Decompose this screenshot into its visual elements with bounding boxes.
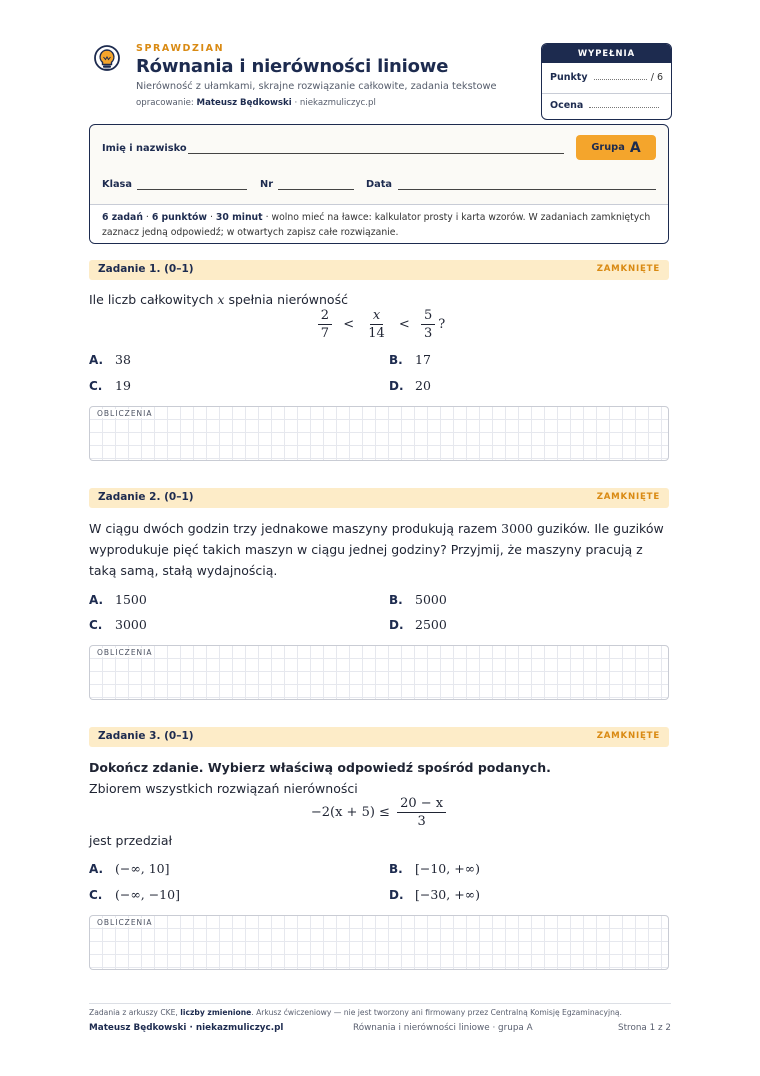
class-label: Klasa bbox=[102, 179, 133, 190]
work-area-label: OBLICZENIA bbox=[97, 648, 153, 657]
task-3-option-b[interactable]: B. [−10, +∞) bbox=[389, 861, 480, 876]
work-area-label: OBLICZENIA bbox=[97, 918, 153, 927]
task-2-option-d[interactable]: D. 2500 bbox=[389, 617, 447, 632]
date-field[interactable] bbox=[398, 189, 656, 190]
page-number: Strona 1 z 2 bbox=[617, 1023, 671, 1033]
work-area-label: OBLICZENIA bbox=[97, 409, 153, 418]
nr-field[interactable] bbox=[278, 189, 354, 190]
task-1-type-badge: ZAMKNIĘTE bbox=[596, 264, 660, 274]
class-field[interactable] bbox=[137, 189, 247, 190]
task-1-question-end: spełnia nierówność bbox=[228, 292, 348, 307]
task-2-option-a[interactable]: A. 1500 bbox=[89, 592, 147, 607]
fraction: $\frac{20 - x}{3}$ bbox=[397, 795, 446, 830]
info-rest: · wolno mieć na ławce: kalkulator prosty i karta wzorów. W zadaniach zamkniętych zaznacz jedną odpowiedź; w otwartych zapisz całe rozwiązanie. bbox=[102, 212, 651, 238]
footer-author: Mateusz Będkowski · niekazmuliczyc.pl bbox=[89, 1023, 284, 1033]
task-2-title: Zadanie 2. (0–1) bbox=[98, 491, 194, 503]
author-line bbox=[136, 98, 376, 108]
task-2-option-c[interactable]: C. 3000 bbox=[89, 617, 147, 632]
fraction: $\frac{2}{7}$ bbox=[318, 307, 332, 342]
task-2-option-b[interactable]: B. 5000 bbox=[389, 592, 447, 607]
info-sep: · bbox=[142, 212, 152, 223]
page-subtitle: Nierówność z ułamkami, skrajne rozwiązanie całkowite, zadania tekstowe bbox=[136, 81, 497, 92]
task-3-question: Zbiorem wszystkich rozwiązań nierówności bbox=[89, 781, 358, 796]
task-3-option-d[interactable]: D. [−30, +∞) bbox=[389, 887, 480, 902]
nr-label: Nr bbox=[260, 179, 274, 190]
name-field[interactable] bbox=[188, 153, 564, 154]
task-3-formula: −2(x + 5) ≤ $\frac{20 - x}{3}$ bbox=[89, 795, 671, 830]
name-label: Imię i nazwisko bbox=[102, 143, 187, 154]
document-kicker: SPRAWDZIAN bbox=[136, 43, 225, 54]
task-1-question-text: Ile liczb całkowitych bbox=[89, 292, 214, 307]
task-1-option-d[interactable]: D. 20 bbox=[389, 378, 431, 393]
page-title: Równania i nierówności liniowe bbox=[136, 56, 449, 77]
task-1-option-c[interactable]: C. 19 bbox=[89, 378, 131, 393]
task-1-option-b[interactable]: B. 17 bbox=[389, 352, 431, 367]
teacher-box-title: WYPEŁNIA NAUCZYCIEL bbox=[542, 44, 671, 63]
student-info-box bbox=[89, 124, 669, 244]
date-label: Data bbox=[366, 179, 393, 190]
points-max: / 6 bbox=[650, 72, 663, 83]
info-tasks: 6 zadań bbox=[102, 212, 143, 223]
footer-note: Zadania z arkuszy CKE, liczby zmienione. Arkusz ćwiczeniowy — nie jest tworzony ani firmowany przez Centralną Komisję Egzaminacyjną. bbox=[89, 1008, 622, 1017]
info-points: 6 punktów bbox=[151, 212, 208, 223]
task-2-header bbox=[89, 488, 669, 508]
task-3-question-end: jest przedział bbox=[89, 833, 173, 848]
group-value: A bbox=[629, 139, 641, 156]
fraction: $\frac{x}{14}$ bbox=[368, 308, 385, 341]
instructions bbox=[90, 205, 668, 243]
task-1-variable: x bbox=[217, 292, 225, 307]
task-3-work-area[interactable] bbox=[89, 915, 669, 970]
task-1-title: Zadanie 1. (0–1) bbox=[98, 263, 194, 275]
task-3-title: Zadanie 3. (0–1) bbox=[98, 730, 194, 742]
grade-label: Ocena bbox=[550, 100, 584, 111]
points-label: Punkty bbox=[550, 72, 588, 83]
teacher-box-divider bbox=[542, 93, 671, 94]
author-prefix: opracowanie: bbox=[136, 98, 194, 108]
points-row bbox=[550, 72, 663, 83]
grade-row bbox=[550, 100, 663, 111]
task-3-option-a[interactable]: A. (−∞, 10] bbox=[89, 861, 170, 876]
task-2-type-badge: ZAMKNIĘTE bbox=[596, 492, 660, 502]
task-2-work-area[interactable] bbox=[89, 645, 669, 700]
footer-title: Równania i nierówności liniowe · grupa A bbox=[353, 1023, 533, 1033]
group-badge bbox=[576, 135, 656, 160]
author-name: Mateusz Będkowski bbox=[196, 98, 292, 108]
task-3-type-badge: ZAMKNIĘTE bbox=[596, 731, 660, 741]
footer-divider bbox=[89, 1003, 671, 1004]
task-2-question: W ciągu dwóch godzin trzy jednakowe maszyny produkują razem 3000 guzików. Ile guzików wyprodukuje pięć takich maszyn w ciągu jednej godziny? Przyjmij, że maszyny pracują z taką samą, stałą wydajnością. bbox=[89, 521, 664, 578]
fraction: $\frac{5}{3}$ bbox=[421, 307, 435, 342]
teacher-box bbox=[541, 43, 672, 120]
task-1-formula: $\frac{2}{7}$ < $\frac{x}{14}$ < $\frac{5}{3}$ ? bbox=[89, 307, 671, 342]
lightbulb-icon bbox=[91, 44, 123, 78]
task-1-work-area[interactable] bbox=[89, 406, 669, 461]
info-time: 30 minut bbox=[215, 212, 263, 223]
task-1-option-a[interactable]: A. 38 bbox=[89, 352, 131, 367]
task-1-header bbox=[89, 260, 669, 280]
info-sep: · bbox=[207, 212, 216, 223]
task-3-option-c[interactable]: C. (−∞, −10] bbox=[89, 887, 180, 902]
points-field[interactable] bbox=[594, 79, 647, 80]
task-3-instruction: Dokończ zdanie. Wybierz właściwą odpowiedź spośród podanych. bbox=[89, 760, 551, 775]
author-site: · niekazmuliczyc.pl bbox=[294, 98, 376, 108]
grade-field[interactable] bbox=[589, 107, 659, 108]
task-3-header bbox=[89, 727, 669, 747]
group-label: Grupa bbox=[591, 142, 625, 153]
